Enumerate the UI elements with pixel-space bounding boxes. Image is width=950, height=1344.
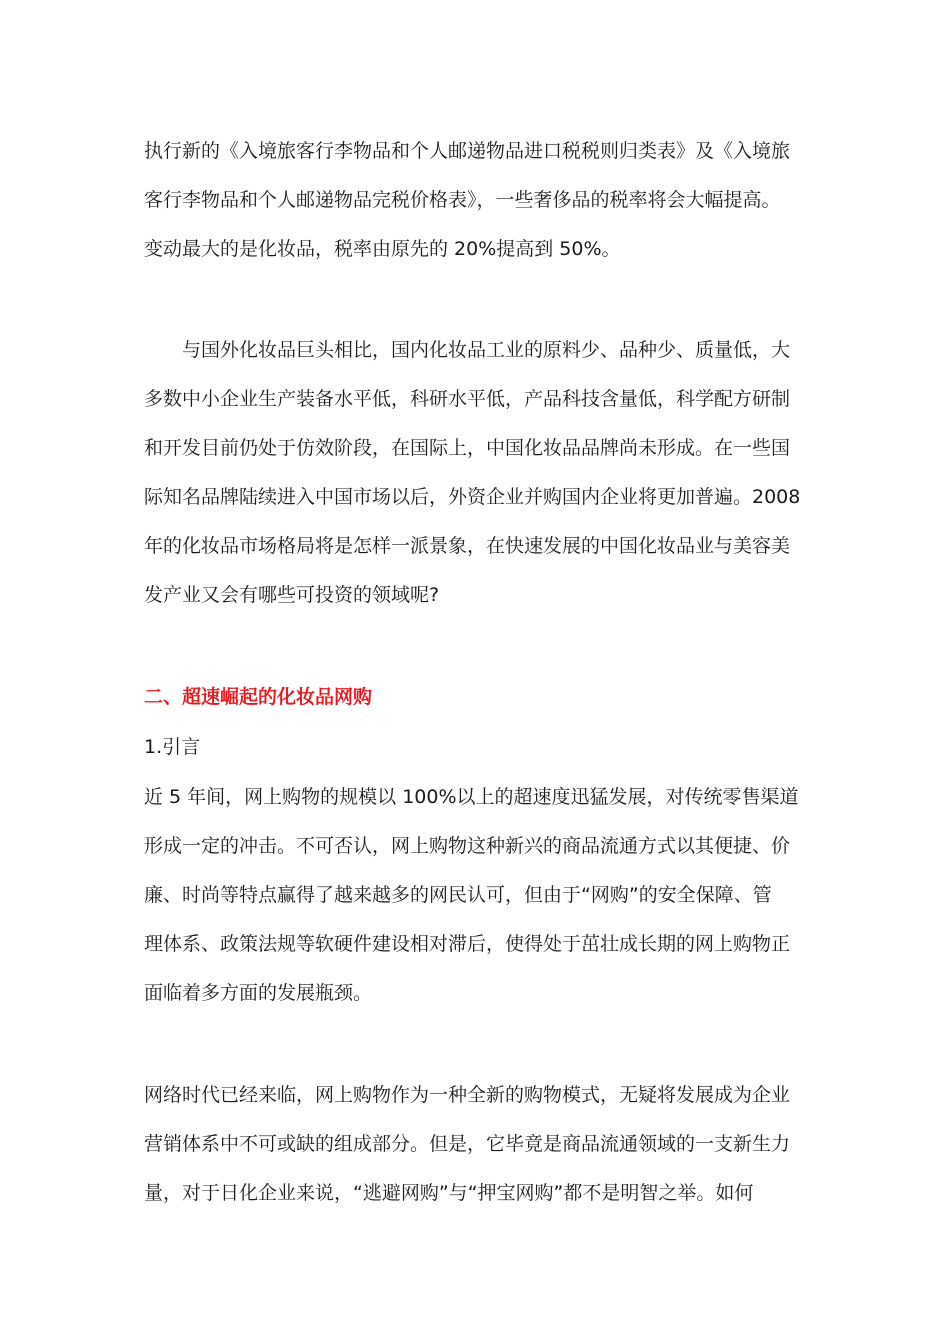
- paragraph-internet-era: [144, 1071, 806, 1218]
- text-line: 客行李物品和个人邮递物品完税价格表》，一些奢侈品的税率将会大幅提高。: [144, 189, 781, 211]
- text-line: 执行新的《入境旅客行李物品和个人邮递物品进口税税则归类表》及《入境旅: [144, 140, 791, 162]
- paragraph-domestic-industry: [144, 326, 806, 620]
- section-heading: 二、超速崛起的化妆品网购: [144, 686, 373, 708]
- paragraph-online-shopping: [144, 773, 806, 1018]
- text-line: 近 5 年间，网上购物的规模以 100%以上的超速度迅猛发展，对传统零售渠道: [144, 786, 799, 808]
- text-line: 际知名品牌陆续进入中国市场以后，外资企业并购国内企业将更加普遍。2008: [144, 486, 801, 508]
- text-line: 理体系、政策法规等软硬件建设相对滞后，使得处于茁壮成长期的网上购物正: [144, 933, 791, 955]
- text-line: 形成一定的冲击。不可否认，网上购物这种新兴的商品流通方式以其便捷、价: [144, 835, 791, 857]
- subsection-heading: 1.引言: [144, 736, 201, 758]
- text-line: 网络时代已经来临，网上购物作为一种全新的购物模式，无疑将发展成为企业: [144, 1084, 791, 1106]
- text-line: 和开发目前仍处于仿效阶段，在国际上，中国化妆品品牌尚未形成。在一些国: [144, 437, 791, 459]
- text-line: 营销体系中不可或缺的组成部分。但是，它毕竟是商品流通领域的一支新生力: [144, 1133, 791, 1155]
- text-line: 多数中小企业生产装备水平低，科研水平低，产品科技含量低，科学配方研制: [144, 388, 791, 410]
- text-line: 变动最大的是化妆品，税率由原先的 20%提高到 50%。: [144, 238, 621, 260]
- text-line: 量，对于日化企业来说，“逃避网购”与“押宝网购”都不是明智之举。如何: [144, 1182, 754, 1204]
- text-line: 发产业又会有哪些可投资的领域呢?: [144, 584, 440, 606]
- text-line: 与国外化妆品巨头相比，国内化妆品工业的原料少、品种少、质量低，大: [182, 339, 791, 361]
- text-line: 廉、时尚等特点赢得了越来越多的网民认可，但由于“网购”的安全保障、管: [144, 884, 772, 906]
- paragraph-tax-policy: [144, 127, 806, 274]
- text-line: 面临着多方面的发展瓶颈。: [144, 982, 373, 1004]
- text-line: 年的化妆品市场格局将是怎样一派景象，在快速发展的中国化妆品业与美容美: [144, 535, 791, 557]
